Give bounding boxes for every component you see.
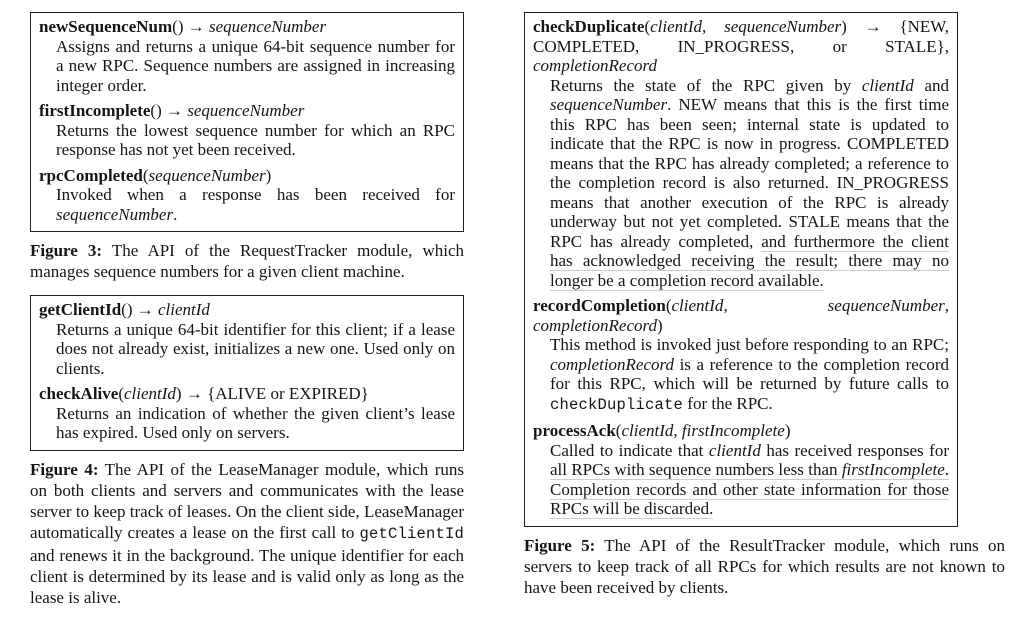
text-run: The API of the RequestTracker module, which manages sequence numbers for a given client machine. [30,241,464,281]
api-entry [39,101,455,160]
text-run: sequenceNumber [724,17,842,36]
api-entry-body [56,37,455,96]
figure4-caption [30,459,464,608]
figure5-caption [524,535,1005,598]
api-entry [39,384,455,443]
text-run: Returns the lowest sequence number for which an RPC response has not yet been received. [56,120,455,159]
text-run: all RPCs with sequence numbers less than [550,460,842,479]
text-run: and furthermore the client has acknowledged receiving the result; there may no longer be a completion record available. [550,231,949,290]
text-run: completionRecord [533,56,657,75]
text-run: ) [784,421,791,440]
text-run: sequenceNumber [148,165,266,185]
api-entry [39,166,455,225]
api-entry-head [533,17,949,76]
text-run: Invoked when a response has been received for [56,185,455,204]
text-run: () → [172,17,209,36]
text-run: rpcCompleted [39,165,143,185]
text-run: clientId [158,300,210,319]
figure3-api-box [30,12,464,232]
text-run: clientId [124,384,176,403]
text-run: Returns the state of the RPC given by [550,75,862,95]
text-run: sequenceNumber [209,17,327,36]
text-run: , [673,421,682,440]
api-entry [39,17,455,95]
text-run: sequenceNumber [56,204,174,224]
text-run: clientId [671,296,724,315]
text-run: Figure 3: [30,241,103,260]
api-entry-head [39,101,455,121]
left-column [30,12,464,608]
text-run: () → [150,101,188,120]
text-run: checkDuplicate [550,395,684,414]
text-run: has received responses for [760,440,949,460]
text-run: ( [142,165,149,185]
text-run: ( [644,17,651,36]
text-run: sequenceNumber [827,296,945,315]
text-run: , [944,296,949,315]
figure4-api-box [30,295,464,451]
text-run: sequenceNumber [187,101,305,120]
text-run: is a reference to the completion record for this RPC, which will be returned by future calls to [550,354,949,393]
api-entry-body [56,185,455,224]
text-run: getClientId [39,300,122,319]
text-run: The API of the LeaseManager module, which runs on both clients and servers and communicates with the lease server to keep track of leases. On the client side, LeaseManager automatically creates a lease on the first call to [30,459,464,542]
text-run: Assigns and returns a unique 64-bit sequence number for a new RPC. Sequence numbers are assigned in increasing integer order. [56,36,455,95]
api-entry [533,296,949,415]
text-run: . [173,204,178,224]
api-entry [533,421,949,519]
text-run: Returns an indication of whether the given client’s lease has expired. Used only on servers. [56,403,455,442]
api-entry-body [56,404,455,443]
text-run: ) → {ALIVE or EXPIRED} [175,384,369,403]
api-entry-head [533,296,949,335]
text-run: () → [121,300,158,319]
text-run: checkDuplicate [533,17,645,36]
text-run: Called to indicate that [550,440,709,460]
text-run: clientId [861,75,914,95]
api-entry-body [56,121,455,160]
api-entry-body [550,335,949,415]
text-run: newSequenceNum [39,17,173,36]
api-entry-head [39,166,455,186]
text-run: ( [665,296,672,315]
figure3-caption [30,240,464,282]
text-run: clientId [621,421,674,440]
api-entry-head [39,300,455,320]
api-entry-body [550,76,949,291]
text-run: completionRecord [533,315,657,335]
text-run: This method is invoked just before responding to an RPC; [550,335,949,354]
text-run: recordCompletion [533,296,666,315]
figure5-api-box [524,12,958,527]
text-run: ( [615,421,622,440]
api-entry-head [533,421,949,441]
text-run: processAck [533,421,616,440]
text-run: ) [265,165,272,185]
api-entry [39,300,455,378]
right-column [524,12,1005,598]
text-run: checkAlive [39,384,119,403]
text-run: . NEW means that this is the first time this RPC has been seen; internal state is updated to indicate that the RPC is now in progress. COMPLETED means that the RPC has already completed; a reference to the completion record is also returned. IN_PROGRESS means that another execution of the RPC is already underway but not yet completed. STALE means that the RPC has already completed, [550,95,949,251]
text-run: Returns a unique 64-bit identifier for this client; if a lease does not already exist, initializes a new one. Used only on clients. [56,319,455,378]
text-run: getClientId [359,524,464,543]
text-run: ) [657,315,663,335]
api-entry-body [550,441,949,519]
text-run: and renews it in the background. The unique identifier for each client is determined by its lease and is valid only as long as the lease is alive. [30,545,464,607]
text-run: clientId [650,17,703,36]
text-run: firstIncomplete [681,421,785,440]
text-run: The API of the ResultTracker module, which runs on servers to keep track of all RPCs for which results are not known to have been received by clients. [524,535,1005,597]
text-run: , [702,17,725,36]
api-entry-head [39,17,455,37]
text-run: clientId [708,440,761,460]
text-run: firstIncomplete [39,101,151,120]
text-run: Figure 5: [524,535,596,555]
text-run: for the RPC. [683,393,773,413]
text-run: , [723,296,828,315]
api-entry-body [56,320,455,379]
text-run: and [913,75,949,95]
text-run: Figure 4: [30,459,99,479]
text-run: completionRecord [550,354,674,374]
api-entry-head [39,384,455,404]
text-run: ) → {NEW, COMPLETED, IN_PROGRESS, or STALE}, [533,17,950,56]
text-run: sequenceNumber [550,95,668,114]
text-run: ( [118,384,124,403]
api-entry [533,17,949,290]
text-run: firstIncomplete [841,460,945,479]
text-run: . Completion records and other state information for those RPCs will be discarded. [550,460,949,518]
